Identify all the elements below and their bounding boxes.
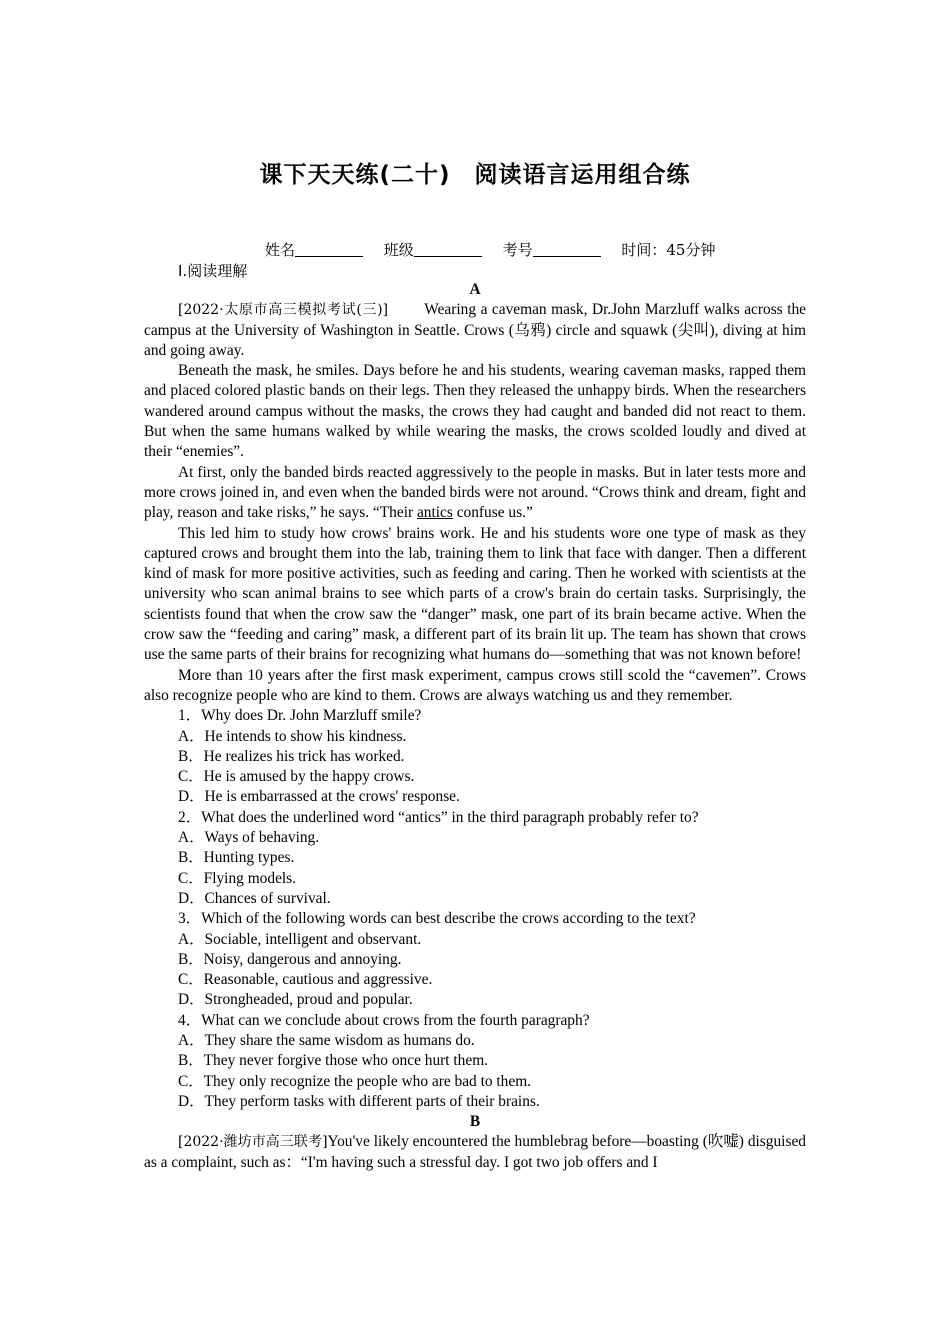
option-line: C．Flying models.	[178, 869, 297, 887]
option-line: D．Strongheaded, proud and popular.	[178, 991, 413, 1009]
passage-a-source: [2022·太原市高三模拟考试(三)]	[178, 302, 389, 319]
time-label: 时间：45分钟	[621, 241, 716, 259]
section-reading-heading: Ⅰ.阅读理解	[178, 262, 248, 280]
question-line: 4．What can we conclude about crows from the fourth paragraph?	[178, 1011, 590, 1029]
passage-a-paragraph-1-text: Wearing a caveman mask, Dr.John Marzluff walks across the campus at the University of Washington in Seattle. Crows (乌鸦) circle and squawk (尖叫), diving at him and going away.	[144, 301, 807, 359]
passage-a-paragraph-4: This led him to study how crows' brains work. He and his students wore one type of mask as they captured crows and brought them into the lab, training them to link that face with danger. Then a different kind of mask for more positive activities, such as feeding and caring. Then he worked with scientists at the university who scan animal brains to see which parts of a crow's brain do certain tasks. Surprisingly, the scientists found that when the crow saw the “danger” mask, one part of its brain became active. When the crow saw the “feeding and caring” mask, a different part of its brain lit up. The team has shown that crows use the same parts of their brains for recognizing what humans do—something that was not known before!	[144, 524, 806, 664]
question-line: 3．Which of the following words can best describe the crows according to the text?	[178, 910, 696, 928]
name-label: 姓名	[265, 241, 296, 259]
passage-b-paragraph-1	[144, 1132, 806, 1173]
question-line: 1．Why does Dr. John Marzluff smile?	[178, 707, 422, 725]
option-line: B．Noisy, dangerous and annoying.	[178, 950, 402, 968]
option-line: A．He intends to show his kindness.	[178, 727, 407, 745]
option-line: A．Sociable, intelligent and observant.	[178, 930, 422, 948]
underlined-word: antics	[416, 504, 453, 522]
id-blank	[533, 242, 601, 257]
option-line: B．He realizes his trick has worked.	[178, 747, 405, 765]
passage-a-paragraph-3	[144, 463, 806, 524]
class-blank	[414, 242, 482, 257]
option-line: D．He is embarrassed at the crows' response.	[178, 788, 460, 806]
passage-b-paragraph-1-text: You've likely encountered the humblebrag before—boasting (吹嘘) disguised as a complaint, such as：“I'm having such a stressful day. I got two job offers and I	[144, 1133, 806, 1171]
passage-a-paragraph-5: More than 10 years after the first mask experiment, campus crows still scold the “cavemen”. Crows also recognize people who are kind to them. Crows are always watching us and they remember.	[144, 666, 806, 704]
option-line: B．Hunting types.	[178, 849, 295, 867]
option-line: D．They perform tasks with different parts of their brains.	[178, 1092, 540, 1110]
passage-a-paragraph-1	[144, 300, 806, 361]
name-blank	[295, 242, 363, 257]
passage-a-heading: A	[469, 281, 481, 298]
student-info-line	[265, 239, 715, 260]
option-line: D．Chances of survival.	[178, 889, 331, 907]
option-line: A．Ways of behaving.	[178, 829, 320, 847]
document-body	[144, 280, 806, 1173]
passage-b-heading: B	[469, 1113, 481, 1131]
option-line: B．They never forgive those who once hurt them.	[178, 1052, 489, 1070]
class-label: 班级	[383, 241, 414, 259]
option-line: C．Reasonable, cautious and aggressive.	[178, 971, 433, 989]
id-label: 考号	[502, 241, 533, 259]
passage-a-paragraph-2: Beneath the mask, he smiles. Days before he and his students, wearing caveman masks, rapped them and placed colored plastic bands on their legs. Then they released the unhappy birds. When the researchers wandered around campus without the masks, the crows they had caught and banded did not react to them. But when the same humans walked by while wearing the masks, the crows scolded loudly and dived at their “enemies”.	[144, 362, 806, 461]
paragraph-3-text-before: At first, only the banded birds reacted aggressively to the people in masks. But in later tests more and more crows joined in, and even when the banded birds were not around. “Crows think and dream, fight and play, reason and take risks,” he says. “Their	[144, 463, 806, 522]
question-line: 2．What does the underlined word “antics” in the third paragraph probably refer to?	[178, 808, 699, 826]
option-line: C．They only recognize the people who are bad to them.	[178, 1072, 532, 1090]
passage-b-source: [2022·潍坊市高三联考]	[178, 1134, 328, 1151]
paragraph-3-text-after: confuse us.”	[452, 504, 533, 522]
page-title: 课下天天练(二十) 阅读语言运用组合练	[259, 162, 691, 188]
option-line: C．He is amused by the happy crows.	[178, 768, 415, 786]
option-line: A．They share the same wisdom as humans do.	[178, 1031, 475, 1049]
